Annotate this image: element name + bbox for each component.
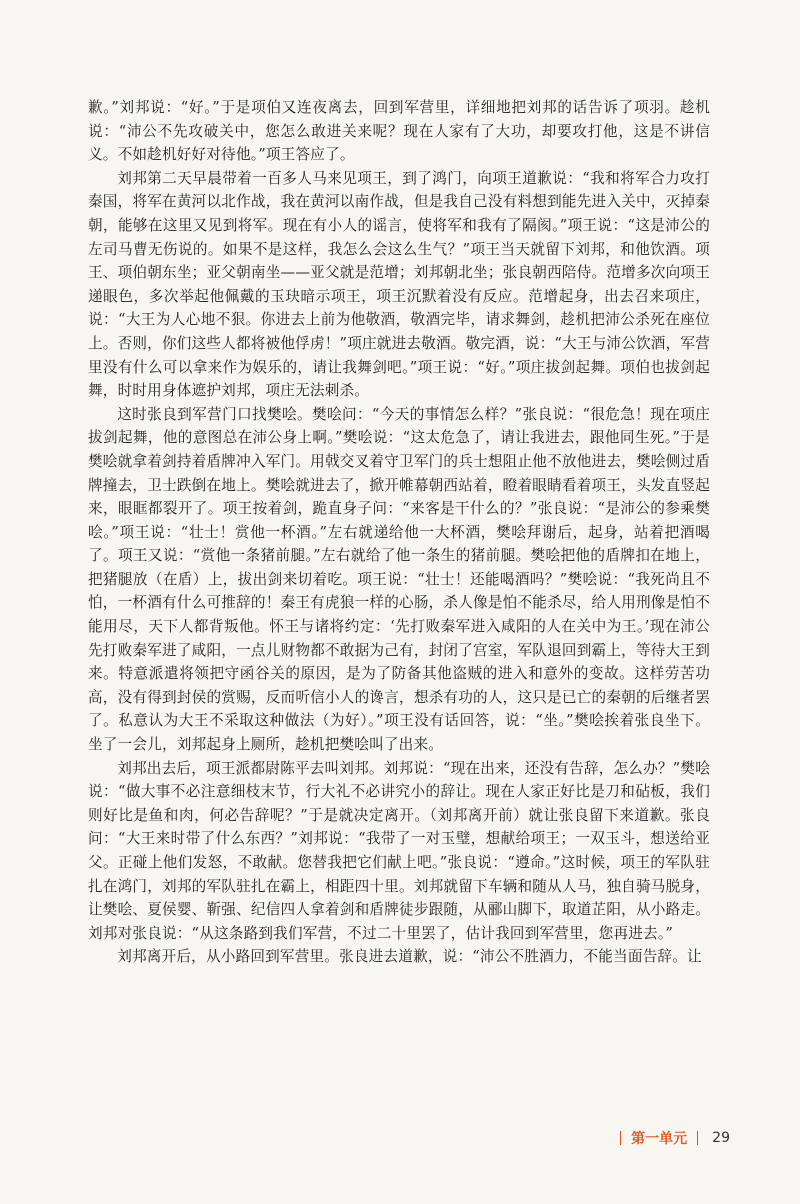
footer-divider	[697, 1131, 698, 1145]
paragraph-3: 这时张良到军营门口找樊哙。樊哙问：“今天的事情怎么样？”张良说：“很危急！现在项庄拔剑起舞，他的意图总在沛公身上啊。”樊哙说：“这太危急了，请让我进去，跟他同生死。”于是樊哙就拿着剑持着盾牌冲入军门。用戟交叉着守卫军门的兵士想阻止他不放他进去，樊哙侧过盾牌撞去，卫士跌倒在地上。樊哙就进去了，掀开帷幕朝西站着，瞪着眼睛看着项王，头发直竖起来，眼眶都裂开了。项王按着剑，跪直身子问：“来客是干什么的？”张良说：“是沛公的参乘樊哙。”项王说：“壮士！赏他一杯酒。”左右就递给他一大杯酒，樊哙拜谢后，起身，站着把酒喝了。项王又说：“赏他一条猪前腿。”左右就给了他一条生的猪前腿。樊哙把他的盾牌扣在地上，把猪腿放（在盾）上，拔出剑来切着吃。项王说：“壮士！还能喝酒吗？”樊哙说：“我死尚且不怕，一杯酒有什么可推辞的！秦王有虎狼一样的心肠，杀人像是怕不能杀尽，给人用刑像是怕不能用尽，天下人都背叛他。怀王与诸将约定：‘先打败秦军进入咸阳的人在关中为王。’现在沛公先打败秦军进了咸阳，一点儿财物都不敢据为己有，封闭了宫室，军队退回到霸上，等待大王到来。特意派遣将领把守函谷关的原因，是为了防备其他盗贼的进入和意外的变故。这样劳苦功高，没有得到封侯的赏赐，反而听信小人的谗言，想杀有功的人，这只是已亡的秦朝的后继者罢了。私意认为大王不采取这种做法（为好）。”项王没有话回答，说：“坐。”樊哙挨着张良坐下。坐了一会儿，刘邦起身上厕所，趁机把樊哙叫了出来。	[88, 405, 710, 754]
footer-divider	[620, 1131, 621, 1145]
paragraph-4: 刘邦出去后，项王派都尉陈平去叫刘邦。刘邦说：“现在出来，还没有告辞，怎么办？”樊哙说：“做大事不必注意细枝末节，行大礼不必讲究小的辞让。现在人家正好比是刀和砧板，我们则好比是鱼和肉，何必告辞呢？”于是就决定离开。（刘邦离开前）就让张良留下来道歉。张良问：“大王来时带了什么东西？”刘邦说：“我带了一对玉璧，想献给项王；一双玉斗，想送给亚父。正碰上他们发怒，不敢献。您替我把它们献上吧。”张良说：“遵命。”这时候，项王的军队驻扎在鸿门，刘邦的军队驻扎在霸上，相距四十里。刘邦就留下车辆和随从人马，独自骑马脱身，让樊哙、夏侯婴、靳强、纪信四人拿着剑和盾牌徒步跟随，从郦山脚下，取道芷阳，从小路走。刘邦对张良说：“从这条路到我们军营，不过二十里罢了，估计我回到军营里，您再进去。”	[88, 759, 710, 942]
paragraph-1: 歉。”刘邦说：“好。”于是项伯又连夜离去，回到军营里，详细地把刘邦的话告诉了项羽。趁机说：“沛公不先攻破关中，您怎么敢进关来呢？现在人家有了大功，却要攻打他，这是不讲信义。不如趁机好好对待他。”项王答应了。	[88, 99, 710, 164]
page-footer	[600, 1126, 730, 1150]
paragraph-2: 刘邦第二天早晨带着一百多人马来见项王，到了鸿门，向项王道歉说：“我和将军合力攻打秦国，将军在黄河以北作战，我在黄河以南作战，但是我自己没有料想到能先进入关中，灭掉秦朝，能够在这里又见到将军。现在有小人的谣言，使将军和我有了隔阂。”项王说：“这是沛公的左司马曹无伤说的。如果不是这样，我怎么会这么生气？”项王当天就留下刘邦，和他饮酒。项王、项伯朝东坐；亚父朝南坐——亚父就是范增；刘邦朝北坐；张良朝西陪侍。范增多次向项王递眼色，多次举起他佩戴的玉玦暗示项王，项王沉默着没有反应。范增起身，出去召来项庄，说：“大王为人心地不狠。你进去上前为他敬酒，敬酒完毕，请求舞剑，趁机把沛公杀死在座位上。否则，你们这些人都将被他俘虏！”项庄就进去敬酒。敬完酒，说：“大王与沛公饮酒，军营里没有什么可以拿来作为娱乐的，请让我舞剑吧。”项王说：“好。”项庄拔剑起舞。项伯也拔剑起舞，时时用身体遮护刘邦，项庄无法刺杀。	[88, 169, 710, 400]
body-text	[88, 96, 710, 969]
page-number: 29	[712, 1130, 730, 1146]
paragraph-5: 刘邦离开后，从小路回到军营里。张良进去道歉，说：“沛公不胜酒力，不能当面告辞。让	[117, 948, 702, 966]
unit-label: 第一单元	[631, 1131, 688, 1147]
